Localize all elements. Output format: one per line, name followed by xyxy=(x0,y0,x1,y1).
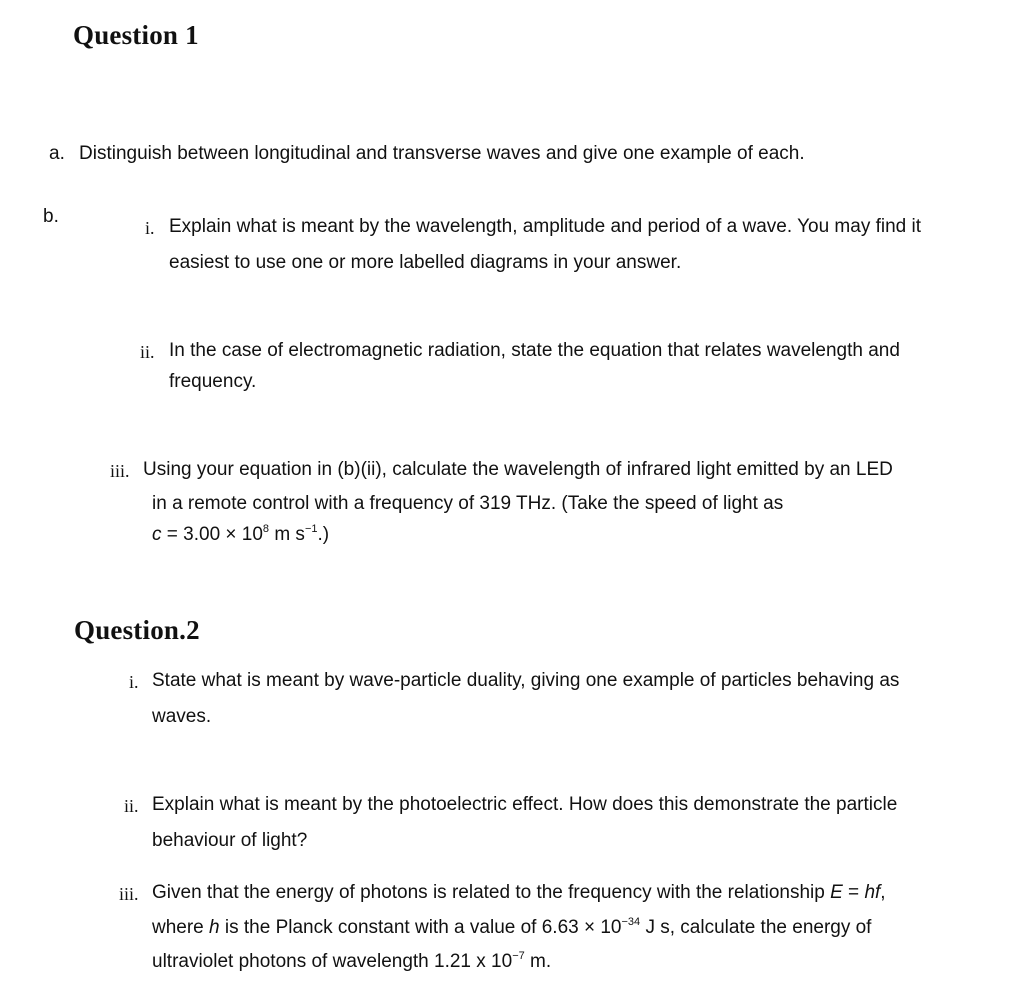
q1b-ii-line2: frequency. xyxy=(169,371,257,392)
exponent: −34 xyxy=(621,916,641,928)
energy-symbol: E xyxy=(830,882,843,903)
planck-value-text: is the Planck constant with a value of 6.63 × 10 xyxy=(219,917,622,938)
q1b-ii-line1: In the case of electromagnetic radiation, state the equation that relates wavelength and xyxy=(169,340,900,361)
hf-symbol: hf xyxy=(864,882,881,903)
exponent: −1 xyxy=(304,523,318,535)
question-1-heading: Question 1 xyxy=(73,20,199,50)
q1b-iii-numeral: iii. xyxy=(110,461,130,481)
q2-iii-line2 xyxy=(152,916,871,942)
q2-ii-line1: Explain what is meant by the photoelectric effect. How does this demonstrate the particle xyxy=(152,794,898,815)
q2-iii-numeral: iii. xyxy=(119,884,139,904)
unit-text: m. xyxy=(524,951,552,972)
q2-i-numeral: i. xyxy=(129,672,139,692)
q1a-text: Distinguish between longitudinal and transverse waves and give one example of each. xyxy=(79,143,805,164)
q1a-label: a. xyxy=(49,143,65,164)
q1b-i-line1: Explain what is meant by the wavelength, amplitude and period of a wave. You may find it xyxy=(169,216,922,237)
q1b-iii-line2: in a remote control with a frequency of 319 THz. (Take the speed of light as xyxy=(152,493,784,514)
unit-text: m s xyxy=(269,524,305,545)
q1b-i-numeral: i. xyxy=(145,218,155,238)
q2-ii-numeral: ii. xyxy=(124,796,139,816)
q1b-iii-line3 xyxy=(152,523,329,549)
where-text: where xyxy=(152,917,210,938)
equals-sign: = xyxy=(842,882,865,903)
relationship-text: Given that the energy of photons is related to the frequency with the relationship xyxy=(152,882,831,903)
q2-iii-line1 xyxy=(152,881,886,905)
q1b-label: b. xyxy=(43,206,59,227)
closing-text: .) xyxy=(317,524,330,545)
q1b-i-line2: easiest to use one or more labelled diagrams in your answer. xyxy=(169,252,682,273)
speed-value: = 3.00 × 10 xyxy=(161,524,263,545)
planck-unit-text: J s, calculate the energy of xyxy=(640,917,872,938)
q2-ii-line2: behaviour of light? xyxy=(152,830,308,851)
speed-of-light-symbol: c xyxy=(152,524,162,545)
q2-iii-line3 xyxy=(152,950,551,976)
planck-symbol: h xyxy=(209,917,220,938)
wavelength-text: ultraviolet photons of wavelength 1.21 x 10 xyxy=(152,951,513,972)
comma: , xyxy=(880,882,886,903)
question-2-heading: Question.2 xyxy=(74,615,200,645)
exponent: 8 xyxy=(262,523,270,535)
exponent: −7 xyxy=(512,950,525,962)
q1b-ii-numeral: ii. xyxy=(140,342,155,362)
q2-i-line2: waves. xyxy=(152,706,212,727)
q1b-iii-line1: Using your equation in (b)(ii), calculate the wavelength of infrared light emitted by an LED xyxy=(143,459,893,480)
q2-i-line1: State what is meant by wave-particle duality, giving one example of particles behaving as xyxy=(152,670,900,691)
